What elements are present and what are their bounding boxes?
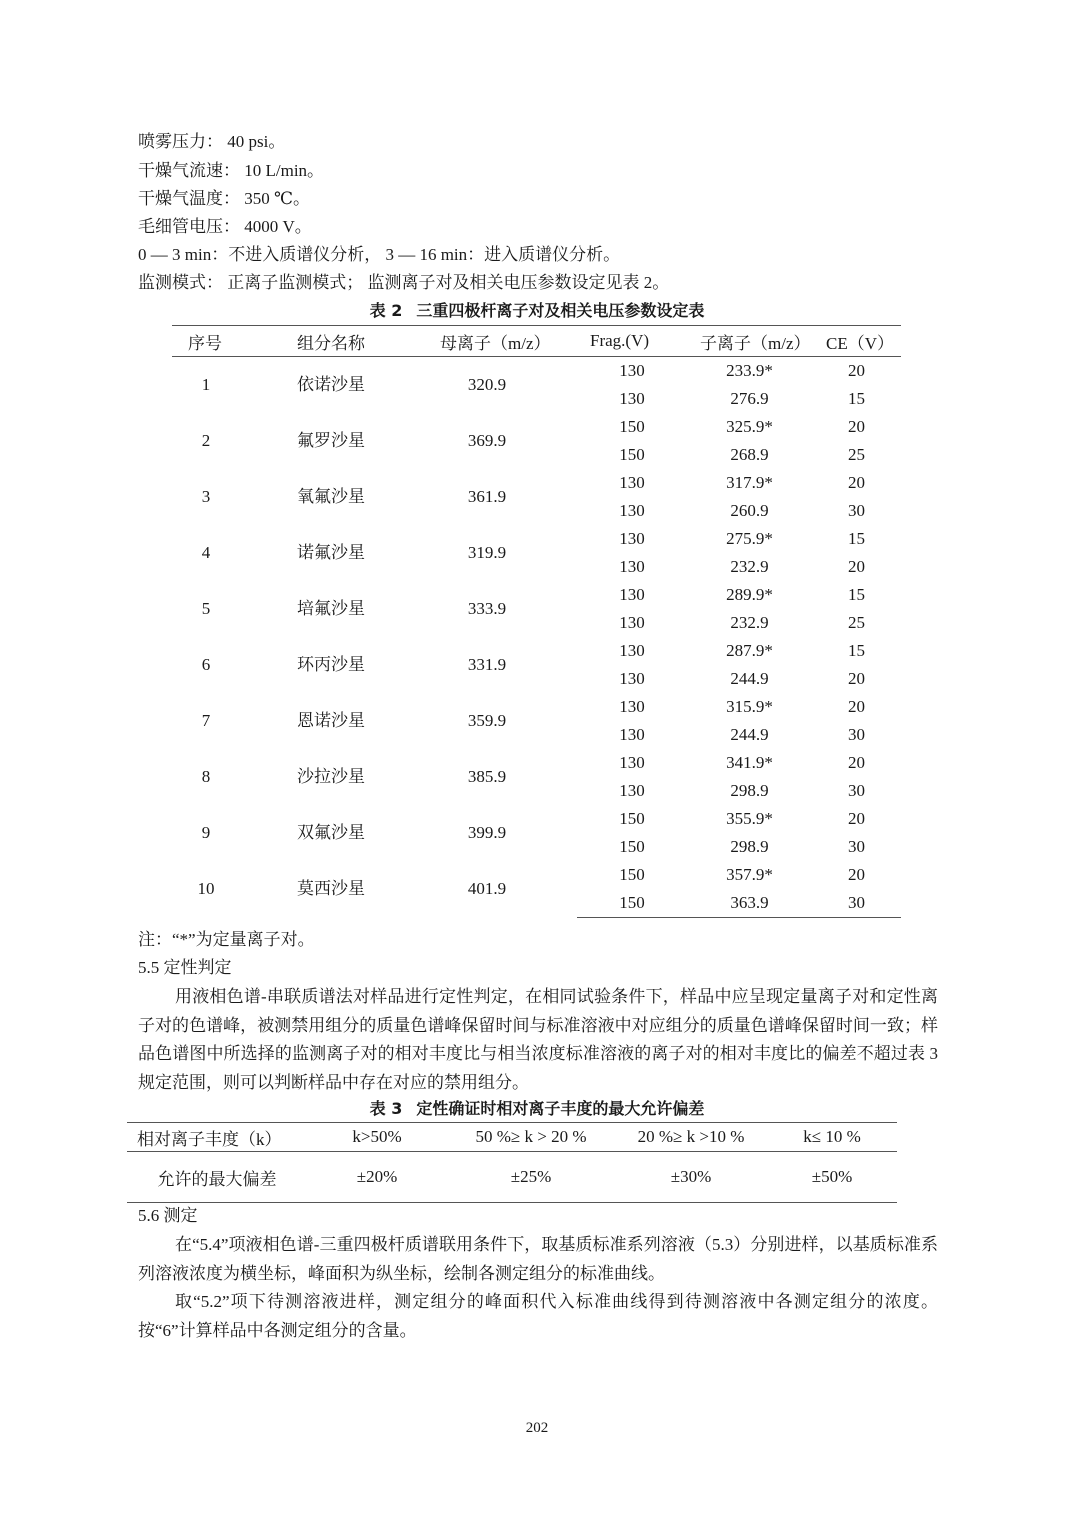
section-5-6-para1: 在“5.4”项液相色谱-三重四极杆质谱联用条件下，取基质标准系列溶液（5.3）分别进样，以基质标准系列溶液浓度为横坐标，峰面积为纵坐标，绘制各测定组分的标准曲线。 [138, 1235, 938, 1283]
collision-energy: 30 [848, 781, 865, 800]
daughter-ion: 298.9 [730, 781, 769, 800]
collision-energy: 20 [848, 697, 865, 716]
parent-ion: 333.9 [467, 599, 507, 618]
table2-header-row [172, 326, 901, 357]
table-row [172, 749, 901, 777]
fragmentor-voltage: 130 [619, 641, 645, 660]
table2-caption [0, 300, 1074, 322]
parent-ion: 331.9 [467, 655, 507, 674]
table2-body [172, 357, 901, 918]
fragmentor-voltage: 150 [619, 445, 645, 464]
fragmentor-voltage: 130 [619, 389, 645, 408]
t3-row-label: 允许的最大偏差 [127, 1152, 307, 1203]
compound-number: 4 [201, 543, 211, 562]
collision-energy: 20 [848, 417, 865, 436]
t3-dev-gt50: ±20% [307, 1152, 447, 1203]
compound-number: 2 [201, 431, 211, 450]
table-row [172, 805, 901, 833]
table3-header-row [127, 1123, 897, 1152]
table3-value-row [127, 1152, 897, 1203]
parent-ion: 359.9 [467, 711, 507, 730]
parent-ion: 320.9 [467, 375, 507, 394]
fragmentor-voltage: 150 [619, 809, 645, 828]
parent-ion: 399.9 [467, 823, 507, 842]
t3-header-le10: k≤ 10 % [767, 1123, 897, 1152]
compound-number: 7 [201, 711, 211, 730]
section-5-5-body: 用液相色谱-串联质谱法对样品进行定性判定，在相同试验条件下，样品中应呈现定量离子对和定性离子对的色谱峰，被测禁用组分的质量色谱峰保留时间与标准溶液中对应组分的质量色谱峰保留时间一致；样品色谱图中所选择的监测离子对的相对丰度比与相当浓度标准溶液的离子对的相对丰度比的偏差不超过表 3 规定范围，则可以判断样品中存在对应的禁用组分。 [138, 987, 938, 1092]
daughter-ion: 287.9* [726, 641, 773, 660]
table2-note: 注：“*”为定量离子对。 [138, 930, 315, 949]
collision-energy: 25 [848, 445, 865, 464]
col-header-parent: 母离子（m/z） [397, 326, 577, 357]
table-row [172, 637, 901, 665]
collision-energy: 20 [848, 361, 865, 380]
parent-ion: 401.9 [467, 879, 507, 899]
daughter-ion: 298.9 [730, 837, 769, 856]
t3-header-gt50: k>50% [307, 1123, 447, 1152]
table-row [172, 357, 901, 386]
abundance-deviation-table [127, 1122, 897, 1203]
daughter-ion: 325.9* [726, 417, 773, 436]
compound-name: 莫西沙星 [297, 879, 365, 899]
collision-energy: 15 [848, 585, 865, 604]
collision-energy: 20 [848, 473, 865, 492]
compound-name: 培氟沙星 [297, 599, 365, 618]
fragmentor-voltage: 130 [619, 473, 645, 492]
compound-name: 依诺沙星 [297, 375, 365, 394]
parent-ion: 319.9 [467, 543, 507, 562]
setting-monitor-mode: 监测模式： 正离子监测模式； 监测离子对及相关电压参数设定见表 2。 [138, 273, 670, 292]
setting-time-program: 0 — 3 min：不进入质谱仪分析， 3 — 16 min：进入质谱仪分析。 [138, 245, 621, 264]
collision-energy: 15 [848, 389, 865, 408]
collision-energy: 20 [848, 865, 865, 884]
col-header-ce: CE（V） [812, 326, 901, 357]
compound-number: 9 [201, 823, 211, 842]
t3-header-20-50: 50 %≥ k > 20 % [447, 1123, 615, 1152]
collision-energy: 30 [812, 889, 901, 918]
daughter-ion: 317.9* [726, 473, 773, 492]
t3-dev-20-50: ±25% [447, 1152, 615, 1203]
fragmentor-voltage: 130 [619, 781, 645, 800]
collision-energy: 25 [848, 613, 865, 632]
ion-pair-table [172, 325, 901, 918]
parent-ion: 385.9 [467, 767, 507, 786]
fragmentor-voltage: 130 [619, 753, 645, 772]
daughter-ion: 260.9 [730, 501, 769, 520]
section-5-6-para2: 取“5.2”项下待测溶液进样，测定组分的峰面积代入标准曲线得到待测溶液中各测定组分的浓度。按“6”计算样品中各测定组分的含量。 [138, 1292, 938, 1340]
page-number: 202 [525, 1420, 549, 1436]
t3-header-10-20: 20 %≥ k >10 % [615, 1123, 767, 1152]
compound-number: 8 [201, 767, 211, 786]
daughter-ion: 341.9* [726, 753, 773, 772]
fragmentor-voltage: 130 [619, 585, 645, 604]
collision-energy: 30 [848, 501, 865, 520]
table-row [172, 413, 901, 441]
table2-number: 表 2 [369, 301, 403, 320]
section-5-6-heading: 5.6 测定 [138, 1206, 198, 1225]
table3-caption [0, 1098, 1074, 1120]
daughter-ion: 244.9 [730, 669, 769, 688]
t3-header-abundance: 相对离子丰度（k） [127, 1123, 307, 1152]
setting-capillary-voltage: 毛细管电压： 4000 V。 [138, 217, 312, 236]
table-row [172, 525, 901, 553]
fragmentor-voltage: 130 [619, 725, 645, 744]
daughter-ion: 275.9* [726, 529, 773, 548]
col-header-frag: Frag.(V) [577, 326, 687, 357]
daughter-ion: 289.9* [726, 585, 773, 604]
daughter-ion: 357.9* [726, 865, 773, 884]
table-row [172, 581, 901, 609]
collision-energy: 20 [848, 557, 865, 576]
collision-energy: 15 [848, 641, 865, 660]
table-row [172, 861, 901, 889]
setting-drying-gas-flow: 干燥气流速： 10 L/min。 [138, 161, 325, 180]
compound-number: 10 [197, 879, 215, 899]
collision-energy: 15 [848, 529, 865, 548]
collision-energy: 30 [848, 837, 865, 856]
fragmentor-voltage: 150 [577, 889, 687, 918]
fragmentor-voltage: 130 [619, 669, 645, 688]
table3-number: 表 3 [369, 1099, 403, 1118]
table2-title: 三重四极杆离子对及相关电压参数设定表 [416, 301, 705, 320]
daughter-ion: 244.9 [730, 725, 769, 744]
compound-number: 3 [201, 487, 211, 506]
daughter-ion: 363.9 [687, 889, 812, 918]
compound-name: 环丙沙星 [297, 655, 365, 674]
t3-dev-le10: ±50% [767, 1152, 897, 1203]
fragmentor-voltage: 150 [619, 865, 645, 884]
daughter-ion: 276.9 [730, 389, 769, 408]
compound-name: 氟罗沙星 [297, 431, 365, 450]
table3-title: 定性确证时相对离子丰度的最大允许偏差 [416, 1099, 705, 1118]
compound-name: 氧氟沙星 [297, 487, 365, 506]
col-header-daughter: 子离子（m/z） [687, 326, 812, 357]
compound-name: 诺氟沙星 [297, 543, 365, 562]
fragmentor-voltage: 130 [619, 529, 645, 548]
compound-name: 恩诺沙星 [297, 711, 365, 730]
daughter-ion: 232.9 [730, 557, 769, 576]
t3-dev-10-20: ±30% [615, 1152, 767, 1203]
fragmentor-voltage: 150 [619, 417, 645, 436]
fragmentor-voltage: 130 [619, 557, 645, 576]
daughter-ion: 355.9* [726, 809, 773, 828]
fragmentor-voltage: 130 [619, 697, 645, 716]
collision-energy: 20 [848, 809, 865, 828]
fragmentor-voltage: 150 [619, 837, 645, 856]
daughter-ion: 233.9* [726, 361, 773, 380]
setting-spray-pressure: 喷雾压力： 40 psi。 [138, 132, 286, 151]
compound-number: 1 [201, 375, 211, 394]
parent-ion: 369.9 [467, 431, 507, 450]
col-header-no: 序号 [172, 326, 240, 357]
daughter-ion: 232.9 [730, 613, 769, 632]
fragmentor-voltage: 130 [619, 613, 645, 632]
section-5-5-heading: 5.5 定性判定 [138, 958, 232, 977]
compound-name: 沙拉沙星 [297, 767, 365, 786]
col-header-name: 组分名称 [240, 326, 397, 357]
compound-number: 5 [201, 599, 211, 618]
collision-energy: 30 [848, 725, 865, 744]
table-row [172, 693, 901, 721]
table-row [172, 469, 901, 497]
daughter-ion: 268.9 [730, 445, 769, 464]
compound-name: 双氟沙星 [297, 823, 365, 842]
parent-ion: 361.9 [467, 487, 507, 506]
collision-energy: 20 [848, 669, 865, 688]
compound-number: 6 [201, 655, 211, 674]
fragmentor-voltage: 130 [619, 361, 645, 380]
setting-drying-gas-temp: 干燥气温度： 350 ℃。 [138, 189, 311, 208]
collision-energy: 20 [848, 753, 865, 772]
fragmentor-voltage: 130 [619, 501, 645, 520]
daughter-ion: 315.9* [726, 697, 773, 716]
